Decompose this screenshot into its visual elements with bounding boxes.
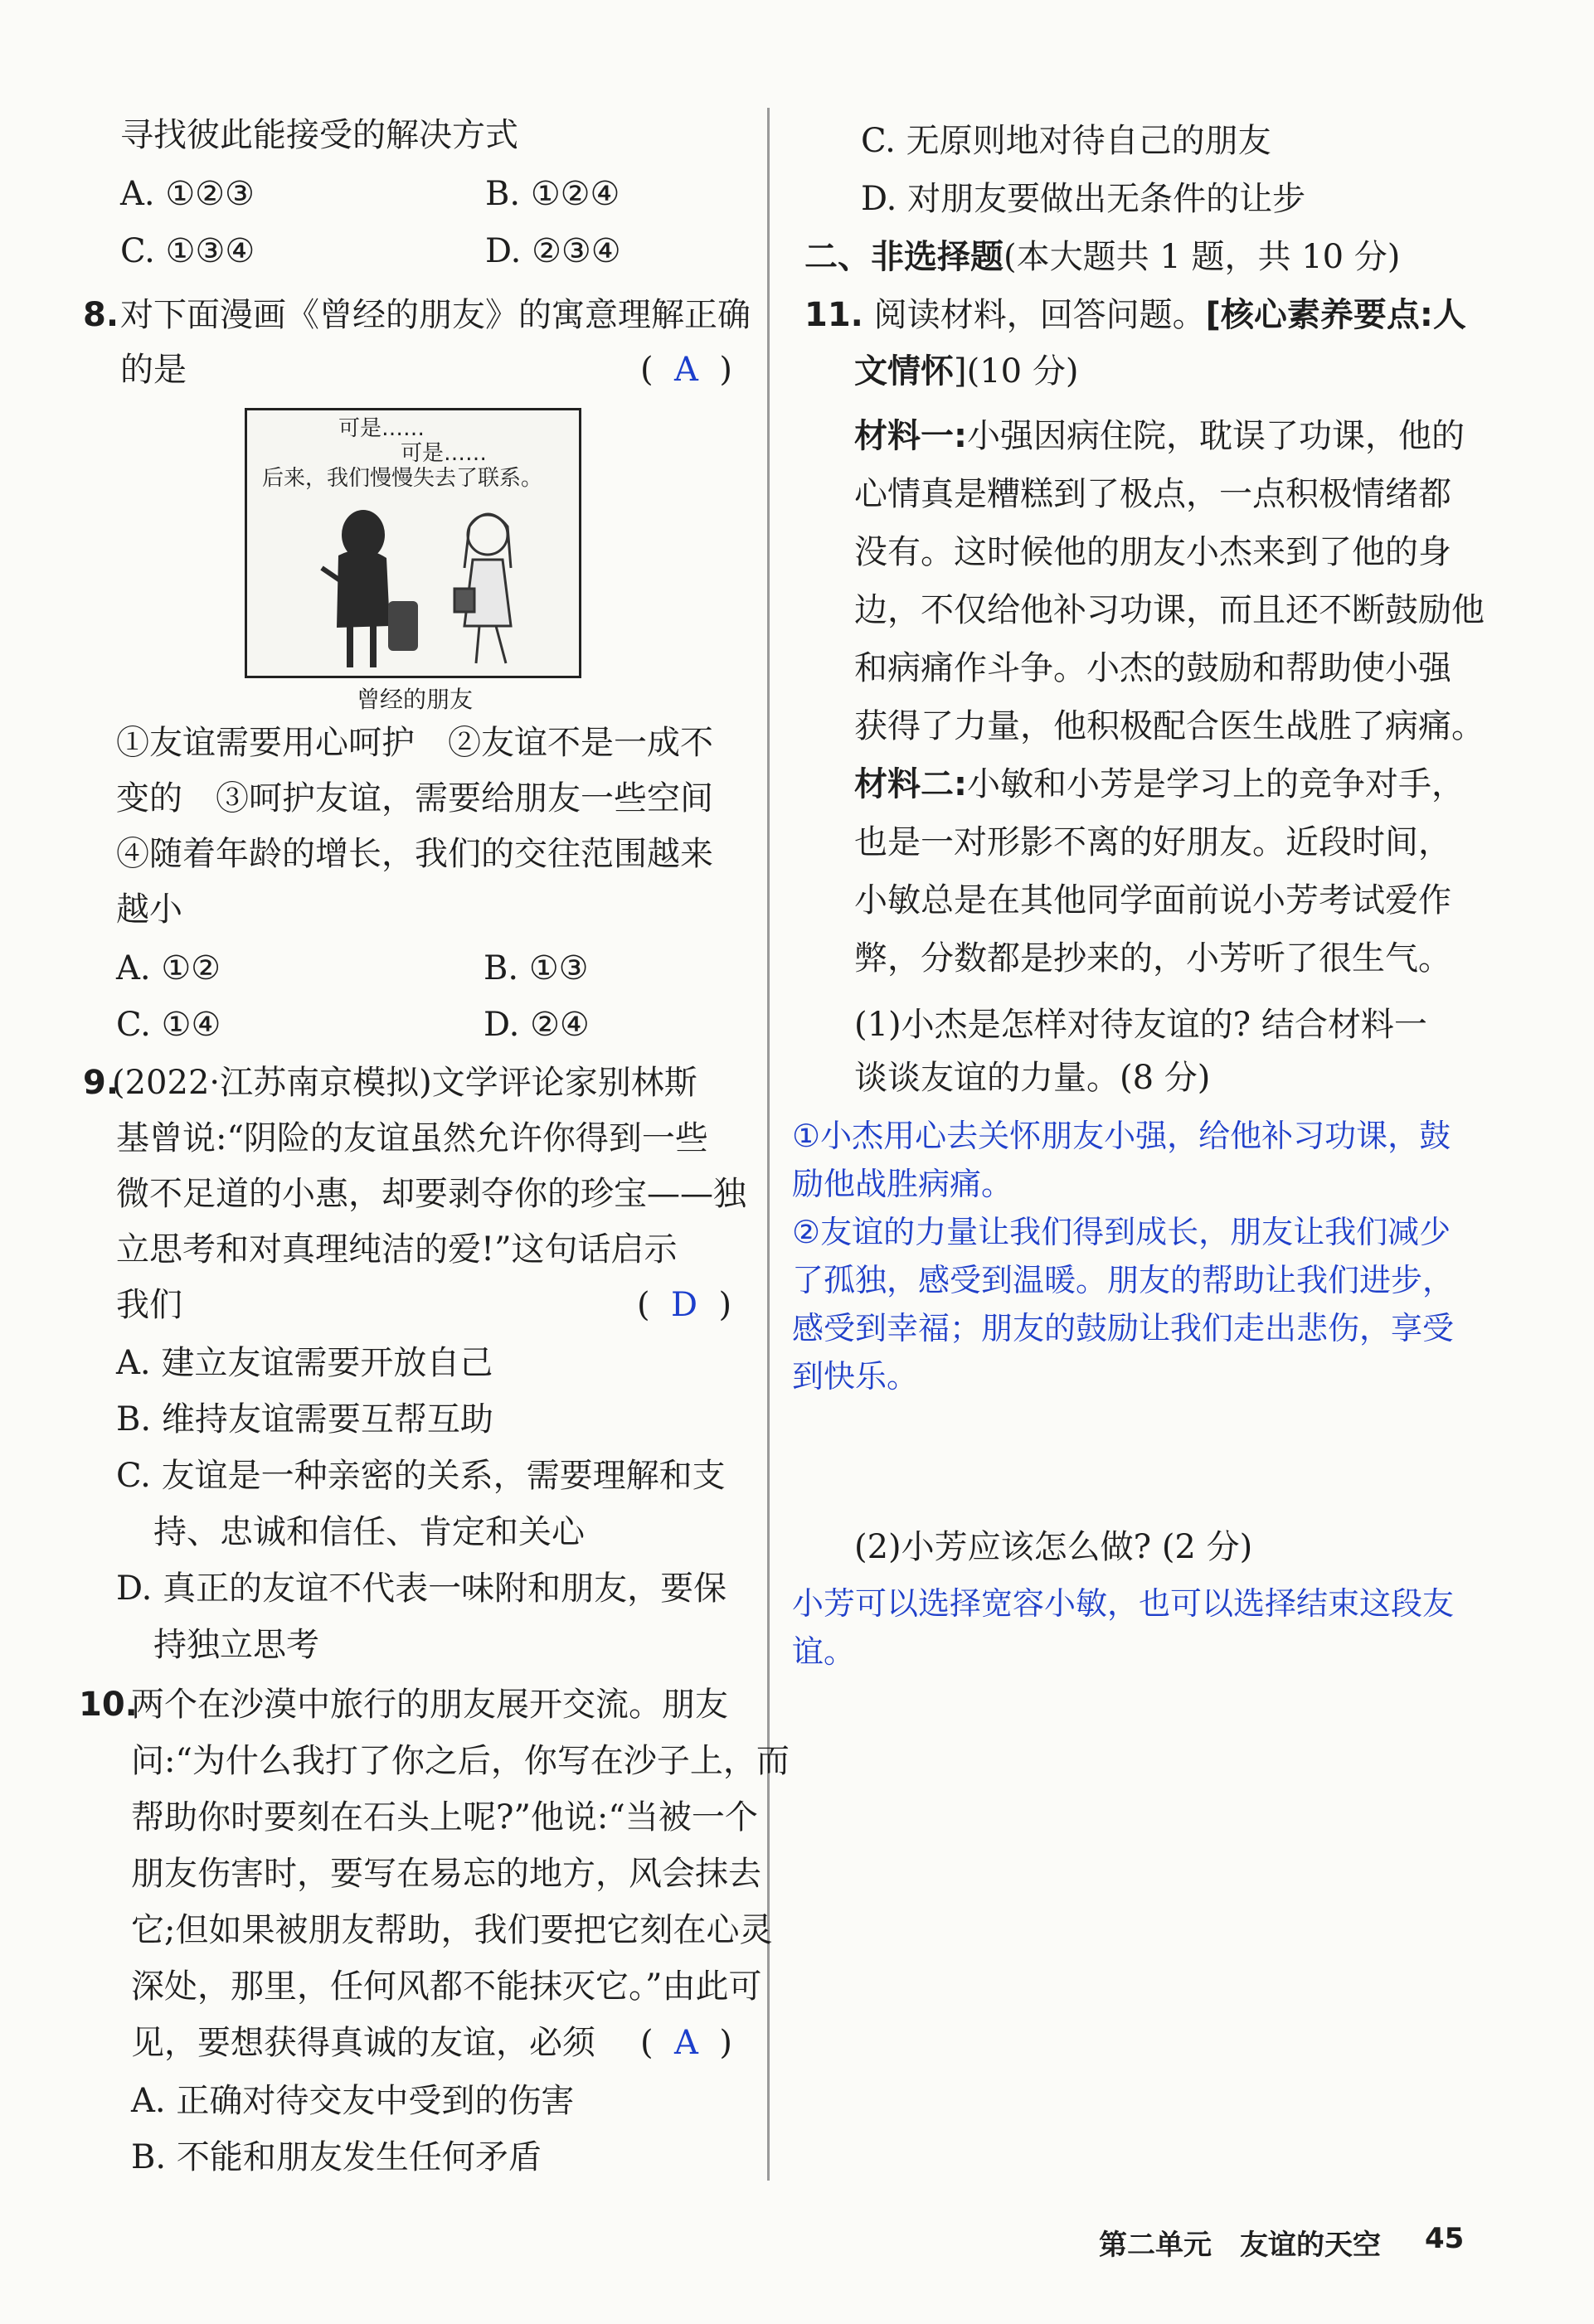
q11-stem-line2 bbox=[854, 348, 1078, 395]
material1-line6: 获得了力量，他积极配合医生战胜了病痛。 bbox=[854, 707, 1485, 745]
footer-unit-title: 第二单元 友谊的天空 bbox=[1099, 2229, 1381, 2262]
q8-option-a: A. ①② bbox=[116, 949, 221, 987]
q7-stem-tail: 寻找彼此能接受的解决方式 bbox=[120, 116, 518, 154]
answer1-line6: 到快乐。 bbox=[792, 1358, 919, 1395]
material2-line2: 也是一对形影不离的好朋友。近段时间， bbox=[854, 823, 1451, 861]
answer2-line2: 谊。 bbox=[792, 1633, 856, 1670]
q9-option-d-line1: D. 真正的友谊不代表一味附和朋友，要保 bbox=[116, 1570, 727, 1608]
material1-label: 材料一: bbox=[854, 417, 967, 455]
q8-stem-line1: 对下面漫画《曾经的朋友》的寓意理解正确 bbox=[120, 296, 751, 334]
q11-instruction: 阅读材料，回答问题。 bbox=[873, 296, 1206, 334]
q8-items-line3: ④随着年龄的增长，我们的交往范围越来 bbox=[116, 835, 713, 873]
q9-option-c-line1: C. 友谊是一种亲密的关系，需要理解和支 bbox=[116, 1457, 726, 1495]
figure-right-woman bbox=[454, 514, 511, 663]
q9-stem-line5: 我们 bbox=[116, 1286, 182, 1324]
material1-line5: 和病痛作斗争。小杰的鼓励和帮助使小强 bbox=[854, 649, 1451, 687]
q8-answer-paren: ( A ) bbox=[640, 351, 732, 389]
material2-line1 bbox=[854, 761, 1465, 808]
q8-option-d: D. ②④ bbox=[484, 1006, 590, 1044]
column-divider bbox=[767, 108, 770, 2181]
q9-answer: D bbox=[671, 1286, 698, 1324]
section2-note: (本大题共 1 题，共 10 分) bbox=[1004, 238, 1401, 276]
q11-tag-close: 文情怀 bbox=[854, 352, 954, 391]
sub-question2: (2)小芳应该怎么做? (2 分) bbox=[854, 1528, 1253, 1566]
q9-option-b: B. 维持友谊需要互帮互助 bbox=[116, 1400, 493, 1439]
q10-option-a: A. 正确对待交友中受到的伤害 bbox=[131, 2082, 575, 2120]
q10-number: 10. bbox=[79, 1686, 138, 1724]
q8-option-c: C. ①④ bbox=[116, 1006, 221, 1044]
q7-option-d: D. ②③④ bbox=[485, 232, 621, 270]
q10-stem-line4: 朋友伤害时，要写在易忘的地方，风会抹去 bbox=[131, 1855, 761, 1893]
q9-option-a: A. 建立友谊需要开放自己 bbox=[116, 1344, 493, 1382]
q9-number: 9. bbox=[83, 1064, 119, 1102]
answer2-line1: 小芳可以选择宽容小敏，也可以选择结束这段友 bbox=[792, 1585, 1455, 1622]
q9-stem-line4: 立思考和对真理纯洁的爱!”这句话启示 bbox=[116, 1230, 678, 1269]
cartoon-illustration bbox=[247, 410, 579, 676]
answer1-line1: ①小杰用心去关怀朋友小强，给他补习功课，鼓 bbox=[792, 1118, 1451, 1154]
q10-answer: A bbox=[674, 2024, 698, 2062]
q10-stem-line2: 问:“为什么我打了你之后，你写在沙子上，而 bbox=[131, 1742, 790, 1780]
page-number: 45 bbox=[1425, 2222, 1465, 2255]
q11-number: 11. bbox=[804, 296, 863, 334]
cartoon-text-3: 后来，我们慢慢失去了联系。 bbox=[262, 466, 543, 491]
material1-line3: 没有。这时候他的朋友小杰来到了他的身 bbox=[854, 533, 1451, 571]
q8-option-b: B. ①③ bbox=[484, 949, 589, 987]
q8-items-line1: ①友谊需要用心呵护 ②友谊不是一成不 bbox=[116, 724, 713, 762]
answer1-line3: ②友谊的力量让我们得到成长，朋友让我们减少 bbox=[792, 1214, 1451, 1250]
answer1-line2: 励他战胜病痛。 bbox=[792, 1166, 1013, 1202]
q7-option-c: C. ①③④ bbox=[120, 232, 255, 270]
q10-stem-line3: 帮助你时要刻在石头上呢?”他说:“当被一个 bbox=[131, 1798, 758, 1836]
q9-stem-line3: 微不足道的小惠，却要剥夺你的珍宝——独 bbox=[116, 1175, 746, 1213]
section2-heading bbox=[804, 234, 1400, 280]
cartoon-text-1: 可是…… bbox=[338, 416, 425, 441]
material1-text1: 小强因病住院，耽误了功课，他的 bbox=[967, 417, 1465, 455]
q10-option-c: C. 无原则地对待自己的朋友 bbox=[861, 122, 1271, 160]
q10-stem-line1: 两个在沙漠中旅行的朋友展开交流。朋友 bbox=[131, 1686, 728, 1724]
material1-line4: 边，不仅给他补习功课，而且还不断鼓励他 bbox=[854, 591, 1485, 629]
q8-number: 8. bbox=[83, 296, 119, 334]
cartoon-text-2: 可是…… bbox=[401, 441, 488, 466]
q9-option-d-line2: 持独立思考 bbox=[153, 1626, 319, 1664]
answer1-line5: 感受到幸福；朋友的鼓励让我们走出悲伤，享受 bbox=[792, 1310, 1455, 1346]
q11-tag-open: [核心素养要点:人 bbox=[1205, 296, 1466, 334]
material1-line1 bbox=[854, 413, 1465, 459]
section2-title: 二、非选择题 bbox=[804, 238, 1004, 276]
q10-stem-line6: 深处，那里，任何风都不能抹灭它。”由此可 bbox=[131, 1967, 762, 2006]
material2-text1: 小敏和小芳是学习上的竞争对手， bbox=[967, 765, 1465, 803]
q10-stem-line5: 它;但如果被朋友帮助，我们要把它刻在心灵 bbox=[131, 1911, 773, 1949]
q11-points: ](10 分) bbox=[954, 352, 1079, 391]
q9-answer-paren: ( D ) bbox=[637, 1286, 732, 1324]
figure-left-traveler bbox=[322, 510, 418, 667]
sub-question1-line1: (1)小杰是怎样对待友谊的? 结合材料一 bbox=[854, 1006, 1427, 1044]
cartoon-caption: 曾经的朋友 bbox=[357, 686, 474, 713]
q10-option-d: D. 对朋友要做出无条件的让步 bbox=[861, 180, 1306, 218]
q10-stem-line7: 见，要想获得真诚的友谊，必须 bbox=[131, 2024, 595, 2062]
q10-answer-paren: ( A ) bbox=[640, 2024, 732, 2062]
q8-stem-line2: 的是 bbox=[120, 351, 187, 389]
sub-question1-line2: 谈谈友谊的力量。(8 分) bbox=[854, 1059, 1211, 1097]
q7-option-a: A. ①②③ bbox=[120, 175, 255, 213]
q8-items-line2: 变的 ③呵护友谊，需要给朋友一些空间 bbox=[116, 779, 713, 818]
material2-line3: 小敏总是在其他同学面前说小芳考试爱作 bbox=[854, 881, 1451, 919]
q9-option-c-line2: 持、忠诚和信任、肯定和关心 bbox=[153, 1513, 585, 1551]
q9-stem-line2: 基曾说:“阴险的友谊虽然允许你得到一些 bbox=[116, 1119, 708, 1157]
material1-line2: 心情真是糟糕到了极点，一点积极情绪都 bbox=[854, 475, 1451, 513]
q9-stem-line1: (2022·江苏南京模拟)文学评论家别林斯 bbox=[112, 1064, 697, 1102]
q11-stem-line1 bbox=[804, 292, 1466, 338]
q8-answer: A bbox=[674, 351, 698, 389]
answer1-line4: 了孤独，感受到温暖。朋友的帮助让我们进步， bbox=[792, 1262, 1455, 1298]
cartoon-frame bbox=[245, 408, 581, 678]
q10-option-b: B. 不能和朋友发生任何矛盾 bbox=[131, 2138, 542, 2176]
material2-line4: 弊，分数都是抄来的，小芳听了很生气。 bbox=[854, 939, 1451, 978]
material2-label: 材料二: bbox=[854, 765, 967, 803]
q8-items-line4: 越小 bbox=[116, 890, 182, 929]
q7-option-b: B. ①②④ bbox=[485, 175, 620, 213]
